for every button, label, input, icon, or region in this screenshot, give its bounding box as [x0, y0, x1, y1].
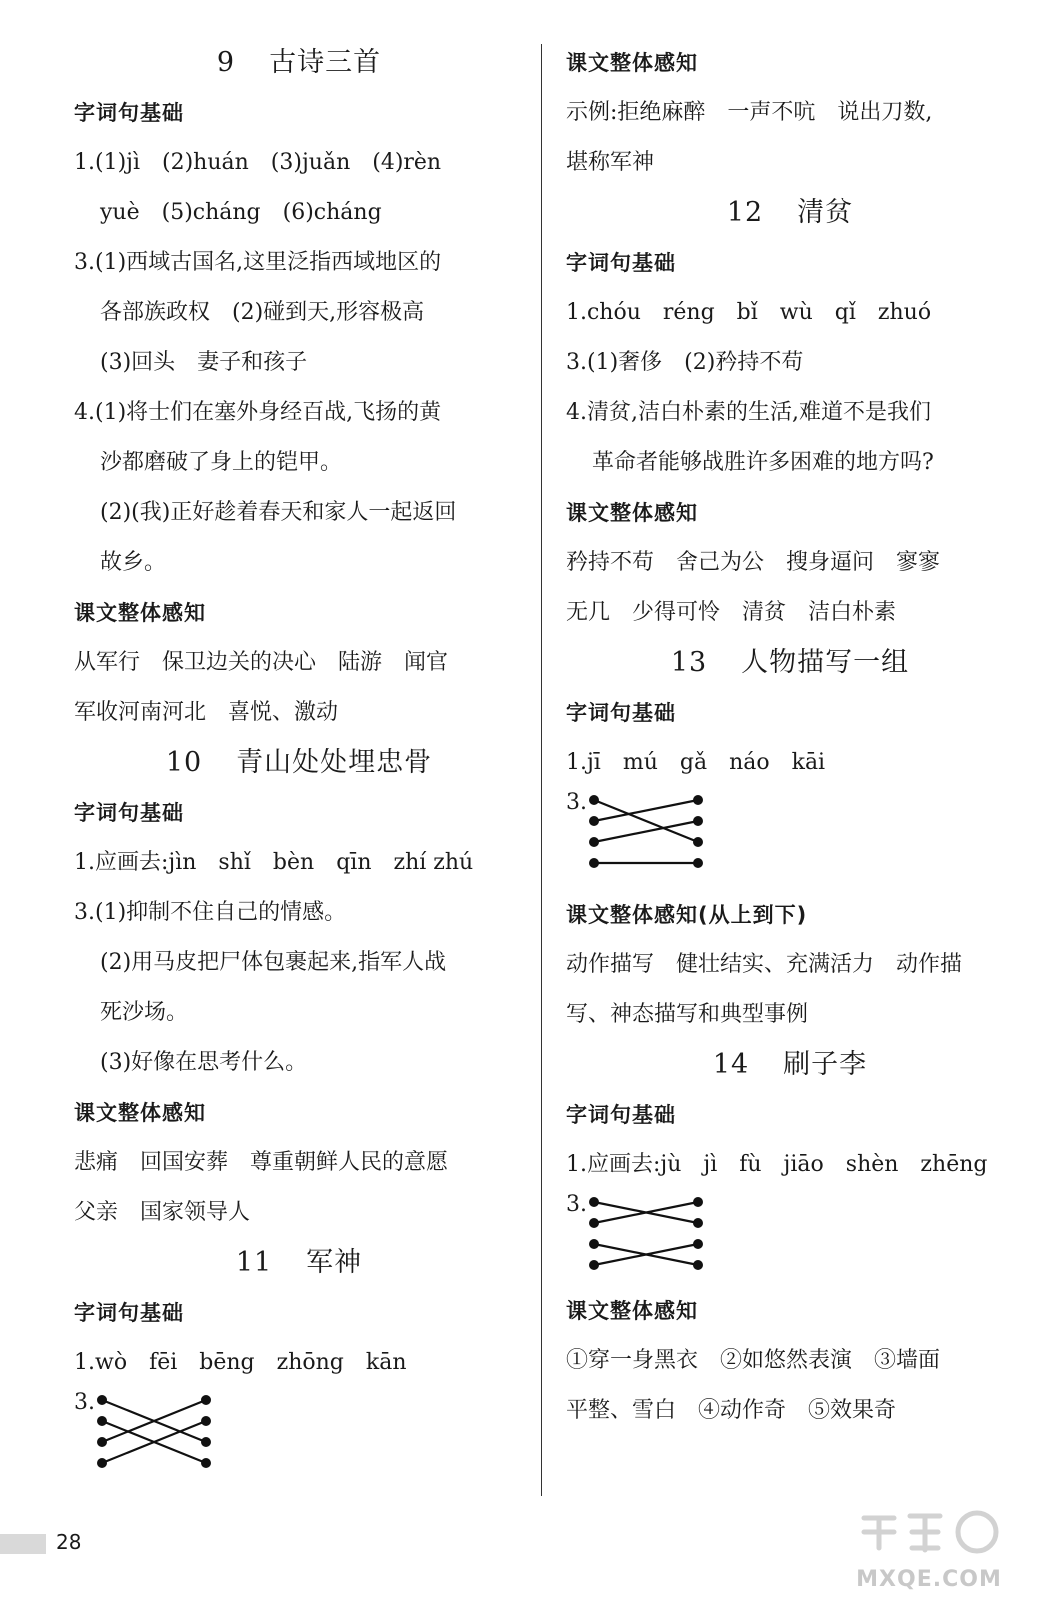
answer-line: 1.jī mú gǎ náo kāi	[566, 750, 826, 775]
section-number: 11	[235, 1247, 273, 1278]
answer-line: 4.(1)将士们在塞外身经百战,飞扬的黄	[74, 400, 442, 425]
heading-vocab: 字词句基础	[74, 801, 184, 825]
answer-line: 无几 少得可怜 清贫 洁白朴素	[566, 600, 897, 625]
answer-line: 3.(1)奢侈 (2)矜持不苟	[566, 350, 804, 375]
watermark	[834, 1508, 1024, 1592]
section-title-10	[74, 738, 524, 788]
answer-line: 示例:拒绝麻醉 一声不吭 说出刀数,	[566, 100, 933, 125]
section-title-text: 古诗三首	[269, 47, 382, 78]
heading-comprehension: 课文整体感知	[74, 1101, 206, 1125]
answer-line: yuè (5)cháng (6)cháng	[100, 200, 382, 225]
answer-line: 动作描写 健壮结实、充满活力 动作描	[566, 952, 963, 977]
section-title-12	[566, 188, 1014, 238]
answer-line: 从军行 保卫边关的决心 陆游 闻官	[74, 650, 449, 675]
section-title-text: 刷子李	[783, 1049, 868, 1080]
answer-line: 死沙场。	[100, 1000, 189, 1025]
section-title-text: 人物描写一组	[741, 647, 910, 678]
matching-diagram-11	[74, 1388, 524, 1484]
matching-lines-graphic	[588, 1194, 708, 1286]
section-title-text: 清贫	[797, 197, 854, 228]
answer-line: 4.清贫,洁白朴素的生活,难道不是我们	[566, 400, 931, 425]
section-title-13	[566, 638, 1014, 688]
heading-comprehension: 课文整体感知	[566, 1299, 698, 1323]
answer-line: 沙都磨破了身上的铠甲。	[100, 450, 343, 475]
question-label: 3.	[566, 1192, 587, 1217]
section-number: 13	[670, 647, 708, 678]
section-title-text: 军神	[306, 1247, 363, 1278]
matching-lines-graphic	[588, 792, 708, 884]
question-label: 3.	[74, 1390, 95, 1415]
heading-comprehension: 课文整体感知	[74, 601, 206, 625]
answer-line: (2)用马皮把尸体包裹起来,指军人战	[100, 950, 447, 975]
answer-line: 矜持不苟 舍己为公 搜身逼问 寥寥	[566, 550, 941, 575]
left-column	[74, 38, 524, 1484]
heading-vocab: 字词句基础	[74, 1301, 184, 1325]
section-number: 9	[216, 47, 236, 78]
answer-line: 堪称军神	[566, 150, 655, 175]
answer-line: 1.wò fēi bēng zhōng kān	[74, 1350, 407, 1375]
answer-line: (3)回头 妻子和孩子	[100, 350, 308, 375]
answer-line: 3.(1)抑制不住自己的情感。	[74, 900, 347, 925]
answer-line: 1.应画去:jìn shǐ bèn qīn zhí zhú	[74, 850, 474, 875]
question-label: 3.	[566, 790, 587, 815]
column-divider	[541, 44, 542, 1496]
matching-diagram-13	[566, 788, 1014, 890]
section-title-text: 青山处处埋忠骨	[236, 747, 433, 778]
heading-vocab: 字词句基础	[566, 251, 676, 275]
answer-line: 军收河南河北 喜悦、激动	[74, 700, 339, 725]
section-number: 10	[165, 747, 203, 778]
answer-line: 3.(1)西域古国名,这里泛指西域地区的	[74, 250, 442, 275]
section-number: 12	[726, 197, 764, 228]
answer-line: (3)好像在思考什么。	[100, 1050, 308, 1075]
section-title-11	[74, 1238, 524, 1288]
watermark-text: MXQE.COM	[856, 1567, 1002, 1592]
answer-line: 写、神态描写和典型事例	[566, 1002, 809, 1027]
section-number: 14	[712, 1049, 750, 1080]
answer-line: 故乡。	[100, 550, 167, 575]
answer-line: ①穿一身黑衣 ②如悠然表演 ③墙面	[566, 1348, 941, 1373]
heading-comprehension: 课文整体感知	[566, 51, 698, 75]
watermark-logo-icon	[852, 1508, 1002, 1556]
section-title-9	[74, 38, 524, 88]
answer-line: 革命者能够战胜许多困难的地方吗?	[592, 450, 934, 475]
heading-vocab: 字词句基础	[566, 701, 676, 725]
right-column	[566, 38, 1014, 1436]
matching-lines-graphic	[96, 1392, 216, 1484]
section-title-14	[566, 1040, 1014, 1090]
answer-line: 1.(1)jì (2)huán (3)juǎn (4)rèn	[74, 150, 442, 175]
page-number: 28	[56, 1530, 82, 1554]
answer-line: 1.应画去:jù jì fù jiāo shèn zhēng	[566, 1152, 988, 1177]
heading-vocab: 字词句基础	[566, 1103, 676, 1127]
answer-line: 各部族政权 (2)碰到天,形容极高	[100, 300, 425, 325]
page-number-bar	[0, 1534, 46, 1554]
heading-vocab: 字词句基础	[74, 101, 184, 125]
matching-diagram-14	[566, 1190, 1014, 1286]
heading-comprehension: 课文整体感知(从上到下)	[566, 903, 808, 927]
answer-line: (2)(我)正好趁着春天和家人一起返回	[100, 500, 457, 525]
answer-line: 平整、雪白 ④动作奇 ⑤效果奇	[566, 1398, 897, 1423]
answer-line: 父亲 国家领导人	[74, 1200, 251, 1225]
answer-line: 1.chóu réng bǐ wù qǐ zhuó	[566, 300, 932, 325]
answer-line: 悲痛 回国安葬 尊重朝鲜人民的意愿	[74, 1150, 449, 1175]
heading-comprehension: 课文整体感知	[566, 501, 698, 525]
